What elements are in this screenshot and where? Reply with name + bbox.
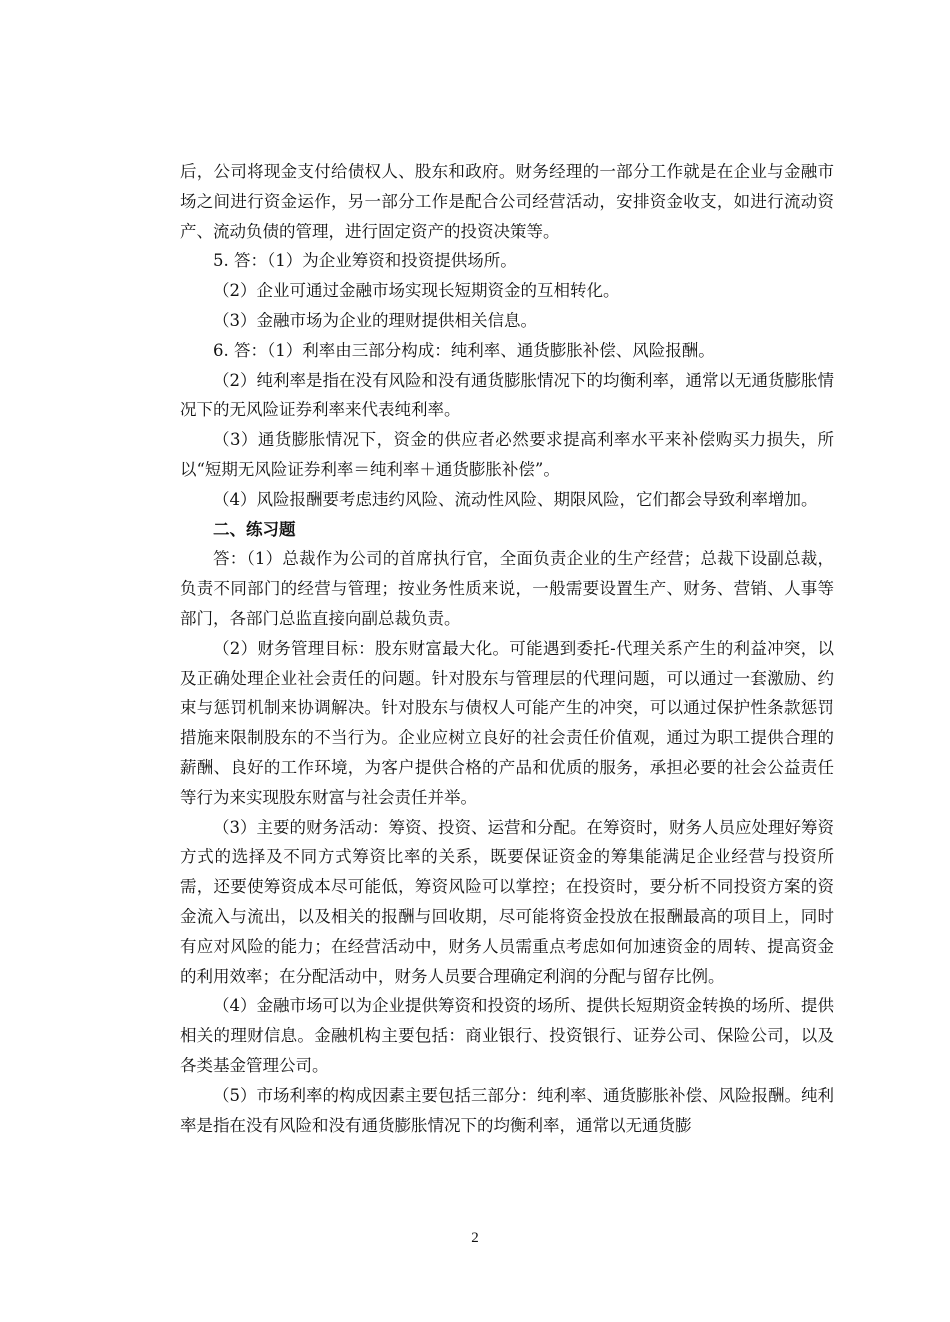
paragraph-answer-6-item-4: （4）风险报酬要考虑违约风险、流动性风险、期限风险，它们都会导致利率增加。 [213, 489, 818, 509]
paragraph-answer-6-item-3: （3）通货膨胀情况下，资金的供应者必然要求提高利率水平来补偿购买力损失，所以“短期无风险证券利率＝纯利率＋通货膨胀补偿”。 [180, 430, 834, 479]
paragraph-answer-6: 6. 答：（1）利率由三部分构成：纯利率、通货膨胀补偿、风险报酬。 [213, 340, 715, 360]
page-number: 2 [471, 1230, 479, 1246]
paragraph-answer-5: 5. 答：（1）为企业筹资和投资提供场所。 [213, 251, 517, 271]
paragraph-exercise-answer-4: （4）金融市场可以为企业提供筹资和投资的场所、提供长短期资金转换的场所、提供相关的理财信息。金融机构主要包括：商业银行、投资银行、证券公司、保险公司，以及各类基金管理公司。 [180, 996, 834, 1075]
paragraph-exercise-answer-2: （2）财务管理目标：股东财富最大化。可能遇到委托-代理关系产生的利益冲突，以及正确处理企业社会责任的问题。针对股东与管理层的代理问题，可以通过一套激励、约束与惩罚机制来协调解决。针对股东与债权人可能产生的冲突，可以通过保护性条款惩罚措施来限制股东的不当行为。企业应树立良好的社会责任价值观，通过为职工提供合理的薪酬、良好的工作环境，为客户提供合格的产品和优质的服务，承担必要的社会公益责任等行为来实现股东财富与社会责任并举。 [180, 638, 834, 807]
paragraph-answer-5-item-3: （3）金融市场为企业的理财提供相关信息。 [213, 310, 537, 330]
paragraph-answer-6-item-2: （2）纯利率是指在没有风险和没有通货膨胀情况下的均衡利率，通常以无通货膨胀情况下的无风险证券利率来代表纯利率。 [180, 370, 834, 420]
paragraph-exercise-answer-5: （5）市场利率的构成因素主要包括三部分：纯利率、通货膨胀补偿、风险报酬。纯利率是指在没有风险和没有通货膨胀情况下的均衡利率，通常以无通货膨 [180, 1085, 834, 1135]
document-body [180, 157, 834, 1140]
paragraph-exercise-answer-1: 答：（1）总裁作为公司的首席执行官，全面负责企业的生产经营；总裁下设副总裁，负责不同部门的经营与管理；按业务性质来说，一般需要设置生产、财务、营销、人事等部门，各部门总监直接向副总裁负责。 [180, 549, 834, 628]
paragraph-answer-5-item-2: （2）企业可通过金融市场实现长短期资金的互相转化。 [213, 281, 620, 301]
section-heading-exercises: 二、练习题 [213, 519, 296, 539]
paragraph-exercise-answer-3: （3）主要的财务活动：筹资、投资、运营和分配。在筹资时，财务人员应处理好筹资方式的选择及不同方式筹资比率的关系，既要保证资金的筹集能满足企业经营与投资所需，还要使筹资成本尽可能低，筹资风险可以掌控；在投资时，要分析不同投资方案的资金流入与流出，以及相关的报酬与回收期，尽可能将资金投放在报酬最高的项目上，同时有应对风险的能力；在经营活动中，财务人员需重点考虑如何加速资金的周转、提高资金的利用效率；在分配活动中，财务人员要合理确定利润的分配与留存比例。 [180, 817, 834, 986]
paragraph-continuation: 后，公司将现金支付给债权人、股东和政府。财务经理的一部分工作就是在企业与金融市场之间进行资金运作，另一部分工作是配合公司经营活动，安排资金收支，如进行流动资产、流动负债的管理，进行固定资产的投资决策等。 [180, 162, 834, 241]
